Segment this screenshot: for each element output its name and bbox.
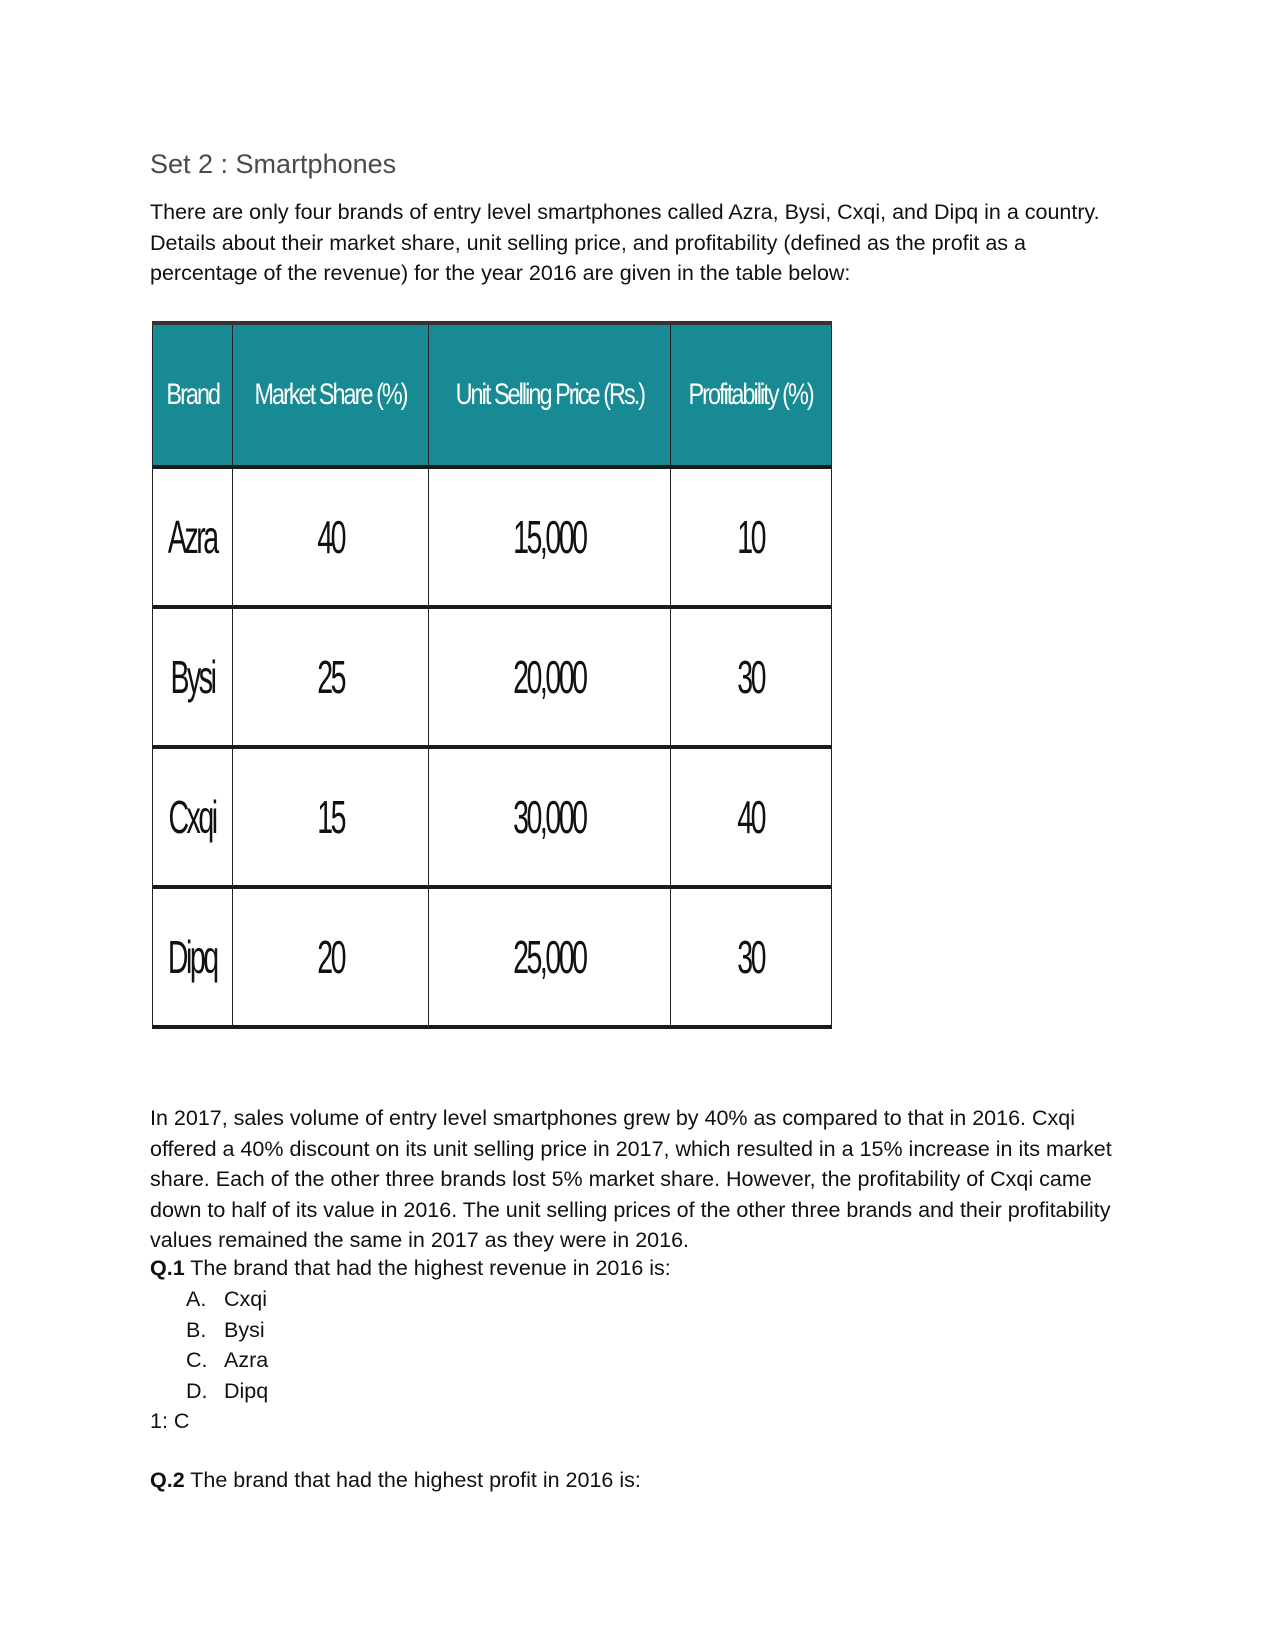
cell-brand: Azra (153, 467, 233, 607)
question-1-text: The brand that had the highest revenue in 2016 is: (184, 1256, 671, 1280)
question-2-text: The brand that had the highest profit in 2016 is: (184, 1468, 641, 1492)
option-a: A. Cxqi (186, 1287, 268, 1311)
cell-market-share: 40 (232, 467, 428, 607)
cell-brand: Dipq (153, 887, 233, 1027)
section-heading: Set 2 : Smartphones (150, 149, 397, 179)
cell-market-share: 15 (232, 747, 428, 887)
question-2 (150, 1465, 641, 1496)
table-row (153, 887, 832, 1027)
cell-brand: Bysi (153, 607, 233, 747)
scenario-paragraph: In 2017, sales volume of entry level smartphones grew by 40% as compared to that in 2016. Cxqi offered a 40% discount on its unit selling price in 2017, which resulted in a 15% increase in its market share. Each of the other three brands lost 5% market share. However, the profitability of Cxqi came down to half of its value in 2016. The unit selling prices of the other three brands and their profitability values remained the same in 2017 as they were in 2016. (150, 1106, 1112, 1252)
option-d: D. Dipq (186, 1378, 269, 1403)
cell-brand: Cxqi (153, 747, 233, 887)
header-unit-price: Unit Selling Price (Rs.) (428, 323, 671, 467)
table-header-row (153, 323, 832, 467)
table-row (153, 467, 832, 607)
cell-market-share: 20 (232, 887, 428, 1027)
cell-profitability: 10 (671, 467, 831, 607)
question-1-label: Q.1 (150, 1256, 185, 1280)
cell-profitability: 30 (671, 607, 831, 747)
cell-profitability: 40 (671, 747, 831, 887)
question-1-options (186, 1284, 268, 1406)
header-market-share: Market Share (%) (232, 323, 428, 467)
cell-unit-price: 15,000 (428, 467, 671, 607)
intro-paragraph: There are only four brands of entry level smartphones called Azra, Bysi, Cxqi, and Dipq in a country. Details about their market share, unit selling price, and profitability (defined as the profit as a percentage of the revenue) for the year 2016 are given in the table below: (150, 200, 1100, 285)
cell-market-share: 25 (232, 607, 428, 747)
cell-unit-price: 20,000 (428, 607, 671, 747)
option-b: B. Bysi (186, 1317, 265, 1342)
cell-unit-price: 30,000 (428, 747, 671, 887)
table-row (153, 747, 832, 887)
question-1-answer: 1: C (150, 1409, 190, 1433)
question-2-label: Q.2 (150, 1468, 185, 1492)
data-table-container (152, 321, 832, 1029)
header-brand: Brand (153, 323, 233, 467)
cell-profitability: 30 (671, 887, 831, 1027)
table-row (153, 607, 832, 747)
cell-unit-price: 25,000 (428, 887, 671, 1027)
header-profitability: Profitability (%) (671, 323, 831, 467)
question-1 (150, 1253, 671, 1284)
option-c: C. Azra (186, 1348, 269, 1372)
smartphone-data-table (152, 321, 832, 1029)
